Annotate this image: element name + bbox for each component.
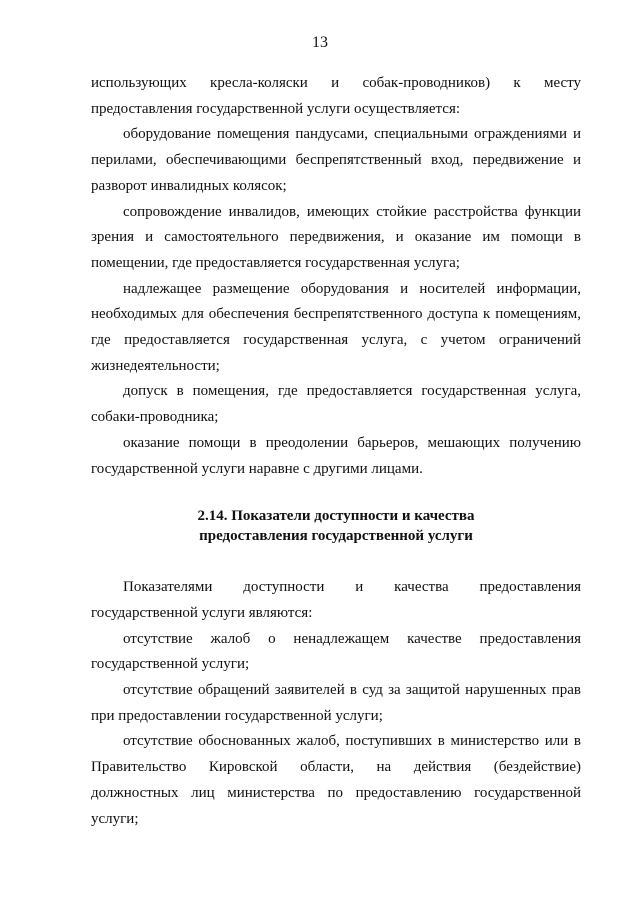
paragraph-line: оказание помощи в преодолении барьеров, мешающих получению bbox=[123, 434, 581, 451]
paragraph-line: государственной услуги являются: bbox=[91, 604, 313, 621]
paragraph-line: услуги; bbox=[91, 810, 139, 827]
paragraph bbox=[91, 575, 581, 626]
paragraph-line: оборудование помещения пандусами, специальными ограждениями и bbox=[123, 126, 581, 143]
paragraph-line: перилами, обеспечивающими беспрепятственный вход, передвижение и bbox=[91, 152, 581, 169]
paragraph bbox=[91, 277, 581, 380]
section-heading-line-2: предоставления государственной услуги bbox=[199, 528, 473, 545]
paragraph-line: где предоставляется государственная услуга, с учетом ограничений bbox=[91, 332, 581, 349]
paragraph-line: Показателями доступности и качества предоставления bbox=[123, 579, 581, 596]
paragraph-line: должностных лиц министерства по предоставлению государственной bbox=[91, 784, 581, 801]
paragraph-line: государственной услуги; bbox=[91, 656, 250, 673]
section-heading-line-1: 2.14. Показатели доступности и качества bbox=[197, 508, 475, 525]
paragraph-line: отсутствие обращений заявителей в суд за защитой нарушенных прав bbox=[123, 682, 581, 699]
paragraph-line: разворот инвалидных колясок; bbox=[91, 177, 287, 194]
paragraph-line: собаки-проводника; bbox=[91, 409, 219, 426]
paragraph-line: отсутствие жалоб о ненадлежащем качестве предоставления bbox=[123, 630, 581, 647]
paragraph-line: предоставления государственной услуги осуществляется: bbox=[91, 100, 461, 117]
paragraph bbox=[91, 678, 581, 729]
paragraph bbox=[91, 729, 581, 832]
paragraph bbox=[91, 200, 581, 277]
document-body bbox=[91, 71, 581, 832]
paragraph-line: зрения и самостоятельного передвижения, и оказание им помощи в bbox=[91, 229, 581, 246]
paragraph-line: помещении, где предоставляется государственная услуга; bbox=[91, 254, 460, 271]
paragraph-line: при предоставлении государственной услуги; bbox=[91, 707, 383, 724]
page-number: 13 bbox=[312, 34, 328, 51]
paragraph bbox=[91, 379, 581, 430]
paragraph-group-bottom bbox=[91, 575, 581, 832]
paragraph-line: государственной услуги наравне с другими лицами. bbox=[91, 460, 423, 477]
paragraph-line: необходимых для обеспечения беспрепятственного доступа к помещениям, bbox=[91, 306, 581, 323]
paragraph bbox=[91, 71, 581, 122]
paragraph-line: Правительство Кировской области, на действия (бездействие) bbox=[91, 759, 581, 776]
paragraph bbox=[91, 627, 581, 678]
paragraph-group-top bbox=[91, 71, 581, 482]
paragraph-line: отсутствие обоснованных жалоб, поступивших в министерство или в bbox=[123, 733, 581, 750]
paragraph-line: надлежащее размещение оборудования и носителей информации, bbox=[123, 280, 581, 297]
paragraph-line: сопровождение инвалидов, имеющих стойкие расстройства функции bbox=[123, 203, 581, 220]
paragraph-line: допуск в помещения, где предоставляется государственная услуга, bbox=[123, 383, 581, 400]
paragraph bbox=[91, 122, 581, 199]
paragraph-line: жизнедеятельности; bbox=[91, 357, 220, 374]
paragraph-line: использующих кресла-коляски и собак-проводников) к месту bbox=[91, 75, 581, 91]
section-heading bbox=[91, 506, 581, 546]
paragraph bbox=[91, 431, 581, 482]
